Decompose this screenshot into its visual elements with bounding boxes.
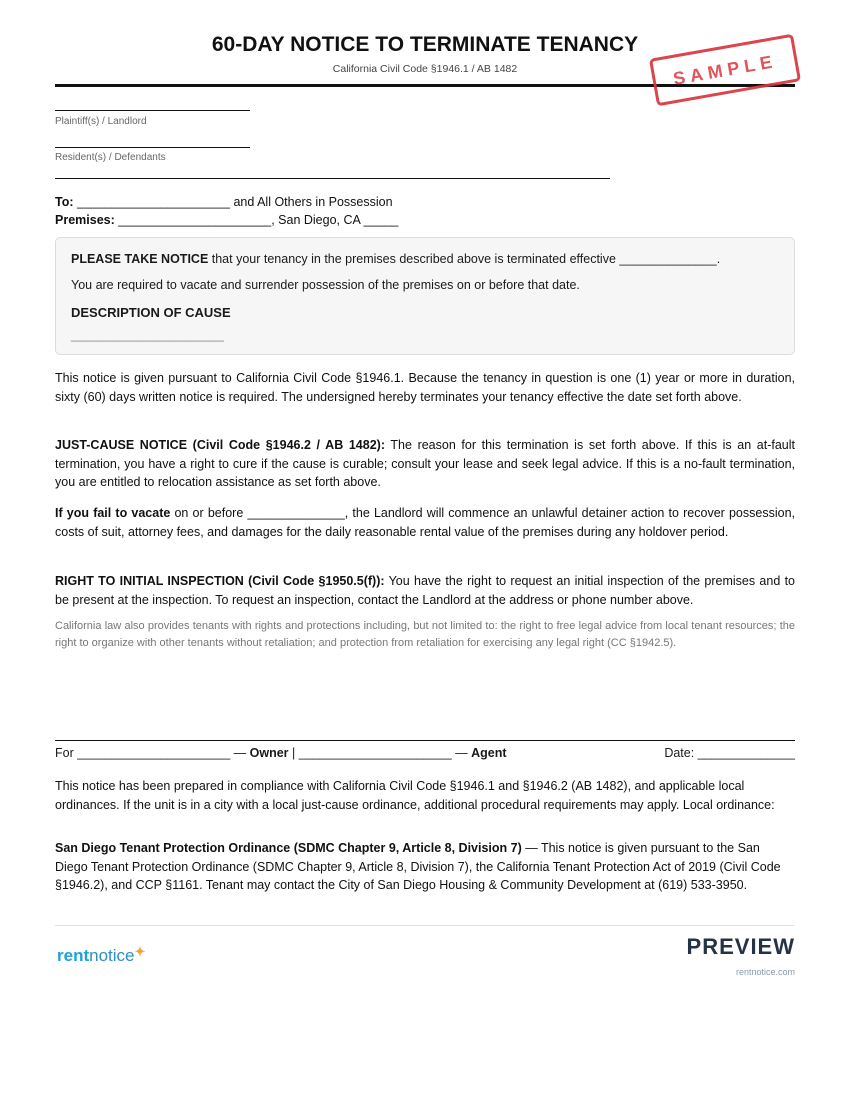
sparkle-icon: ✦ bbox=[134, 944, 146, 959]
premises-blank: ______________________ bbox=[118, 213, 272, 227]
agent-label: Agent bbox=[471, 746, 507, 760]
statute-paragraph: This notice is given pursuant to California Civil Code §1946.1. Because the tenancy in question is one (1) year or more in duration, sixty (60) days written notice is required. The undersigned hereby terminates your tenancy effective the date set forth above. bbox=[55, 371, 795, 404]
sample-stamp: SAMPLE bbox=[649, 34, 801, 107]
to-blank: ______________________ bbox=[77, 195, 230, 209]
fail-to-vacate-text: on or before ______________, the Landlord will commence an unlawful detainer action to recover possession, costs of suit, attorney fees, and damages for the daily reasonable rental value of the premises during any holdover period. bbox=[55, 506, 795, 539]
resident-signature-line bbox=[55, 147, 250, 148]
premises-label: Premises: bbox=[55, 213, 115, 227]
take-notice-text: that your tenancy in the premises described above is terminated effective ______________. bbox=[208, 252, 721, 266]
compliance-paragraph: This notice has been prepared in compliance with California Civil Code §1946.1 and §1946.2 (AB 1482), and applicable local ordinances. If the unit is in a city with a local just-cause ordinance, additional procedural requirements may apply. Local ordinance: bbox=[55, 779, 775, 812]
cause-blank: ______________________ bbox=[71, 328, 224, 342]
notice-box bbox=[55, 237, 795, 355]
inspection-paragraph bbox=[55, 572, 795, 609]
owner-label: Owner bbox=[249, 746, 289, 760]
plaintiff-signature-line bbox=[55, 110, 250, 111]
just-cause-text: The reason for this termination is set forth above. If this is an at-fault termination, you have a right to cure if the cause is curable; consult your lease and seek legal advice. If this is a no-fault termination, you are entitled to relocation assistance as set forth above. bbox=[55, 438, 795, 489]
inspection-text: You have the right to request an initial inspection of the premises and to be present at the inspection. To request an inspection, contact the Landlord at the address or phone number above. bbox=[55, 574, 795, 607]
signature-fields bbox=[55, 746, 507, 760]
footer-divider bbox=[55, 925, 795, 926]
parties-divider bbox=[55, 178, 610, 179]
fail-to-vacate-heading: If you fail to vacate bbox=[55, 506, 171, 520]
rentnotice-logo[interactable] bbox=[57, 946, 145, 966]
to-line bbox=[55, 195, 393, 209]
just-cause-paragraph bbox=[55, 436, 795, 492]
take-notice-bold: PLEASE TAKE NOTICE bbox=[71, 252, 209, 266]
tenant-rights-note: California law also provides tenants with rights and protections including, but not limited to: the right to free legal advice from local tenant resources; the right to organize with other tenants without retaliation; and protection from retaliation for exercising any legal right (CC §1942.5). bbox=[55, 620, 795, 649]
resident-label: Resident(s) / Defendants bbox=[55, 152, 166, 163]
premises-line bbox=[55, 213, 398, 227]
plaintiff-label: Plaintiff(s) / Landlord bbox=[55, 116, 147, 127]
inspection-heading: RIGHT TO INITIAL INSPECTION (Civil Code §1950.5(f)): bbox=[55, 574, 385, 588]
ordinance-text: — This notice is given pursuant to the San Diego Tenant Protection Ordinance (SDMC Chapter 9, Article 8, Division 7), the California Tenant Protection Act of 2019 (Civil Code §1946.2), and CCP §1161. Tenant may contact the City of San Diego Housing & Community Development at (619) 533-3950. bbox=[55, 841, 781, 892]
document-subtitle: California Civil Code §1946.1 / AB 1482 bbox=[332, 63, 518, 75]
local-ordinance-paragraph bbox=[55, 839, 795, 895]
for-label: For ______________________ — bbox=[55, 746, 250, 760]
cause-heading: DESCRIPTION OF CAUSE bbox=[71, 305, 231, 320]
logo-rent: rent bbox=[57, 946, 90, 965]
preview-label: PREVIEW bbox=[686, 934, 795, 959]
logo-notice: notice bbox=[89, 946, 135, 965]
vacate-line: You are required to vacate and surrender possession of the premises on or before that date. bbox=[71, 278, 580, 292]
site-url[interactable]: rentnotice.com bbox=[735, 967, 795, 977]
signature-rule bbox=[55, 740, 795, 741]
take-notice-line bbox=[71, 252, 720, 266]
date-field: Date: ______________ bbox=[664, 746, 795, 760]
to-suffix: and All Others in Possession bbox=[233, 195, 393, 209]
to-label: To: bbox=[55, 195, 74, 209]
document-title: 60-DAY NOTICE TO TERMINATE TENANCY bbox=[211, 33, 639, 56]
ordinance-heading: San Diego Tenant Protection Ordinance (SDMC Chapter 9, Article 8, Division 7) bbox=[55, 841, 522, 855]
signature-separator: | ______________________ — bbox=[288, 746, 472, 760]
premises-city: , San Diego, CA _____ bbox=[271, 213, 399, 227]
fail-to-vacate-paragraph bbox=[55, 504, 795, 541]
just-cause-heading: JUST-CAUSE NOTICE (Civil Code §1946.2 / AB 1482): bbox=[55, 438, 385, 452]
